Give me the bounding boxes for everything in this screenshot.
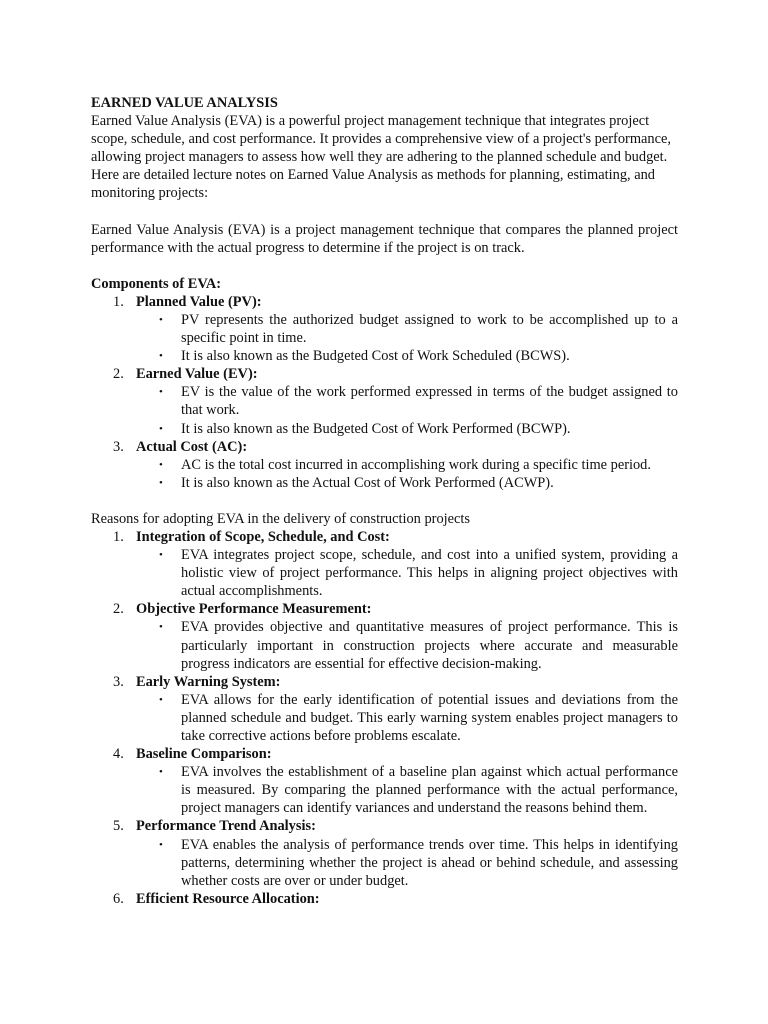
- bullet-text: EVA involves the establishment of a baseline plan against which actual performance is measured. By comparing the planned performance with the actual performance, project managers can identify variances and understand the reasons behind them.: [181, 764, 678, 817]
- component-item: [91, 365, 678, 437]
- bullet-text: EVA provides objective and quantitative measures of project performance. This is particularly important in construction projects where accurate and measurable progress indicators are essential for effective decision-making.: [181, 619, 678, 672]
- bullet-icon: •: [159, 766, 163, 779]
- bullet-item: [159, 347, 678, 365]
- list-number: 2.: [113, 601, 124, 618]
- bullet-item: [159, 763, 678, 817]
- list-item-label: Baseline Comparison:: [136, 746, 272, 763]
- list-number: 3.: [113, 438, 124, 455]
- bullet-text: EVA allows for the early identification of potential issues and deviations from the planned schedule and budget. This early warning system enables project managers to take corrective actions before problems escalate.: [181, 691, 678, 744]
- components-heading: Components of EVA:: [91, 275, 222, 292]
- bullet-item: [159, 420, 678, 438]
- reasons-heading: Reasons for adopting EVA in the delivery of construction projects: [91, 510, 471, 527]
- document-page: [91, 94, 678, 908]
- bullet-icon: •: [159, 350, 163, 363]
- components-list: [91, 293, 678, 492]
- spacer: [91, 492, 678, 510]
- page-title: EARNED VALUE ANALYSIS: [91, 95, 278, 111]
- component-item: [91, 293, 678, 365]
- bullet-text: AC is the total cost incurred in accomplishing work during a specific time period.: [181, 456, 651, 473]
- spacer: [91, 203, 678, 221]
- reason-item: [91, 600, 678, 672]
- list-number: 2.: [113, 366, 124, 383]
- list-item-label: Early Warning System:: [136, 673, 281, 690]
- bullet-text: It is also known as the Actual Cost of Work Performed (ACWP).: [181, 474, 554, 491]
- reasons-list: [91, 528, 678, 908]
- bullet-icon: •: [159, 838, 163, 851]
- reason-item: [91, 528, 678, 600]
- intro-paragraph: Earned Value Analysis (EVA) is a powerful project management technique that integrates project scope, schedule, and cost performance. It provides a comprehensive view of a project's performance, allowing project managers to assess how well they are adhering to the planned schedule and budget. Here are detailed lecture notes on Earned Value Analysis as methods for planning, estimating, and monitoring projects:: [91, 113, 671, 202]
- bullet-list: [136, 763, 678, 817]
- reason-item: [91, 817, 678, 889]
- list-item-label: Objective Performance Measurement:: [136, 601, 372, 618]
- bullet-icon: •: [159, 549, 163, 562]
- definition-paragraph: Earned Value Analysis (EVA) is a project management technique that compares the planned project performance with the actual progress to determine if the project is on track.: [91, 221, 678, 256]
- bullet-icon: •: [159, 693, 163, 706]
- bullet-item: [159, 474, 678, 492]
- bullet-item: [159, 836, 678, 890]
- bullet-text: EVA enables the analysis of performance trends over time. This helps in identifying patterns, determining whether the project is ahead or behind schedule, and assessing whether costs are over or under budget.: [181, 836, 678, 889]
- bullet-list: [136, 546, 678, 600]
- bullet-icon: •: [159, 621, 163, 634]
- list-item-label: Efficient Resource Allocation:: [136, 890, 320, 907]
- bullet-icon: •: [159, 476, 163, 489]
- reason-item: [91, 745, 678, 817]
- bullet-icon: •: [159, 313, 163, 326]
- list-number: 1.: [113, 528, 124, 545]
- bullet-item: [159, 546, 678, 600]
- bullet-list: [136, 311, 678, 365]
- reason-item: [91, 890, 678, 908]
- bullet-icon: •: [159, 386, 163, 399]
- bullet-item: [159, 456, 678, 474]
- bullet-text: It is also known as the Budgeted Cost of Work Performed (BCWP).: [181, 420, 571, 437]
- bullet-text: EVA integrates project scope, schedule, and cost into a unified system, providing a holistic view of project performance. This helps in aligning project objectives with actual accomplishments.: [181, 547, 678, 600]
- list-item-label: Performance Trend Analysis:: [136, 818, 316, 835]
- list-item-label: Planned Value (PV):: [136, 293, 262, 310]
- bullet-list: [136, 383, 678, 437]
- list-number: 5.: [113, 818, 124, 835]
- list-number: 4.: [113, 746, 124, 763]
- bullet-list: [136, 618, 678, 672]
- component-item: [91, 438, 678, 492]
- bullet-item: [159, 311, 678, 347]
- bullet-icon: •: [159, 458, 163, 471]
- bullet-text: EV is the value of the work performed expressed in terms of the budget assigned to that work.: [181, 384, 678, 419]
- bullet-text: PV represents the authorized budget assigned to work to be accomplished up to a specific point in time.: [181, 311, 678, 347]
- list-number: 1.: [113, 293, 124, 310]
- bullet-item: [159, 691, 678, 745]
- reason-item: [91, 673, 678, 745]
- list-item-label: Integration of Scope, Schedule, and Cost:: [136, 528, 390, 545]
- bullet-list: [136, 456, 678, 492]
- spacer: [91, 257, 678, 275]
- list-number: 3.: [113, 673, 124, 690]
- bullet-item: [159, 618, 678, 672]
- list-item-label: Actual Cost (AC):: [136, 438, 248, 455]
- list-item-label: Earned Value (EV):: [136, 366, 258, 383]
- bullet-icon: •: [159, 422, 163, 435]
- bullet-list: [136, 691, 678, 745]
- list-number: 6.: [113, 890, 124, 907]
- bullet-text: It is also known as the Budgeted Cost of Work Scheduled (BCWS).: [181, 348, 570, 365]
- bullet-item: [159, 383, 678, 419]
- bullet-list: [136, 836, 678, 890]
